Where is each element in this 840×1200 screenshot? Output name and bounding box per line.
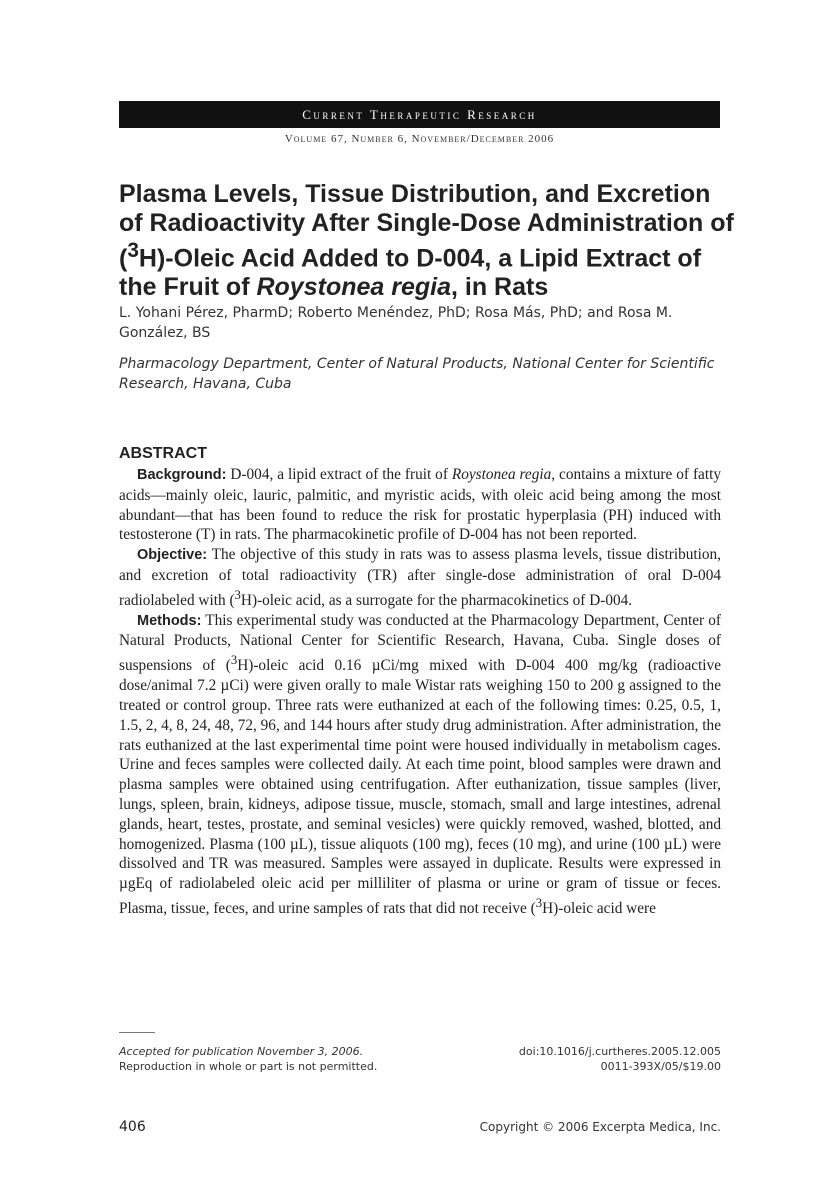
footnote-right [450,1044,721,1074]
title-superscript: 3 [127,239,139,262]
background-label: Background: [137,467,227,483]
objective-text-1: The objective of this study in rats was to assess plasma levels, tissue distribution, and excretion of total radioactivity (TR) after single-dose administration of oral D-004 radiolabeled with ( [119,546,721,609]
reproduction-notice: Reproduction in whole or part is not permitted. [119,1060,378,1073]
abstract-methods [119,611,721,919]
methods-superscript-2: 3 [535,895,543,910]
title-part-2: H)-Oleic Acid Added to D-004, a Lipid Extract of the Fruit of [119,244,702,301]
footnote-left [119,1044,449,1074]
copyright-line: Copyright © 2006 Excerpta Medica, Inc. [479,1120,721,1134]
methods-label: Methods: [137,612,202,629]
journal-name-banner: Current Therapeutic Research [119,101,720,128]
page-number: 406 [119,1119,146,1135]
doi: doi:10.1016/j.curtheres.2005.12.005 [518,1045,721,1058]
title-species: Roystonea regia [256,272,451,301]
background-text-2: , contains a mixture of fatty acids—mainly oleic, lauric, palmitic, and myristic acids, with oleic acid being among the most abundant—that has been found to reduce the risk for prostatic hyperplasia (PH) induced with testosterone (T) in rats. The pharmacokinetic profile of D-004 has not been reported. [119,466,721,544]
article-title [119,180,739,301]
background-text-1: D-004, a lipid extract of the fruit of [226,466,452,483]
objective-superscript: 3 [234,587,241,602]
issn-price: 0011-393X/05/$19.00 [600,1060,721,1073]
methods-text-3: H)-oleic acid were [542,900,656,918]
methods-superscript-1: 3 [230,653,238,668]
affiliation: Pharmacology Department, Center of Natural Products, National Center for Scientific Research, Havana, Cuba [119,356,715,392]
objective-text-2: H)-oleic acid, as a surrogate for the pharmacokinetics of D-004. [240,591,633,609]
title-part-3: , in Rats [451,272,549,301]
methods-text-2: H)-oleic acid 0.16 µCi/mg mixed with D-004 400 mg/kg (radioactive dose/animal 7.2 µCi) were given orally to male Wistar rats weighing 150 to 200 g assigned to the treated or control group. Three rats were euthanized at each of the following times: 0.25, 0.5, 1, 1.5, 2, 4, 8, 24, 48, 72, 96, and 144 hours after study drug administration. After administration, the rats euthanized at the last experimental time point were housed individually in metabolism cages. Urine and feces samples were collected daily. At each time point, blood samples were drawn and plasma samples were obtained using centrifugation. After euthanization, tissue samples (liver, lungs, spleen, brain, kidneys, adipose tissue, muscle, stomach, small and large intestines, adrenal glands, heart, testes, prostate, and seminal vesicles) were quickly removed, washed, blotted, and homogenized. Plasma (100 µL), tissue aliquots (100 mg), feces (10 mg), and urine (100 µL) were dissolved and TR was measured. Samples were assayed in duplicate. Results were expressed in µgEq of radiolabeled oleic acid per milliliter of plasma or urine or gram of tissue or feces. Plasma, tissue, feces, and urine samples of rats that did not receive ( [119,657,721,918]
abstract-objective [119,545,721,610]
issue-line: Volume 67, Number 6, November/December 2006 [284,133,555,145]
abstract-background [119,465,721,545]
footnote-rule [119,1032,155,1033]
abstract-heading: ABSTRACT [119,445,207,462]
author-list: L. Yohani Pérez, PharmD; Roberto Menéndez, PhD; Rosa Más, PhD; and Rosa M. González, BS [119,305,673,341]
objective-label: Objective: [137,547,208,564]
methods-text-1: This experimental study was conducted at the Pharmacology Department, Center of Natural Products, National Center for Scientific Research, Havana, Cuba. Single doses of suspensions of ( [119,611,721,675]
accepted-date: Accepted for publication November 3, 2006. [119,1045,364,1058]
background-species: Roystonea regia [451,466,552,483]
abstract-body [119,465,721,919]
title-part-1: Plasma Levels, Tissue Distribution, and Excretion of Radioactivity After Single-Dose Administration of ( [119,180,734,273]
